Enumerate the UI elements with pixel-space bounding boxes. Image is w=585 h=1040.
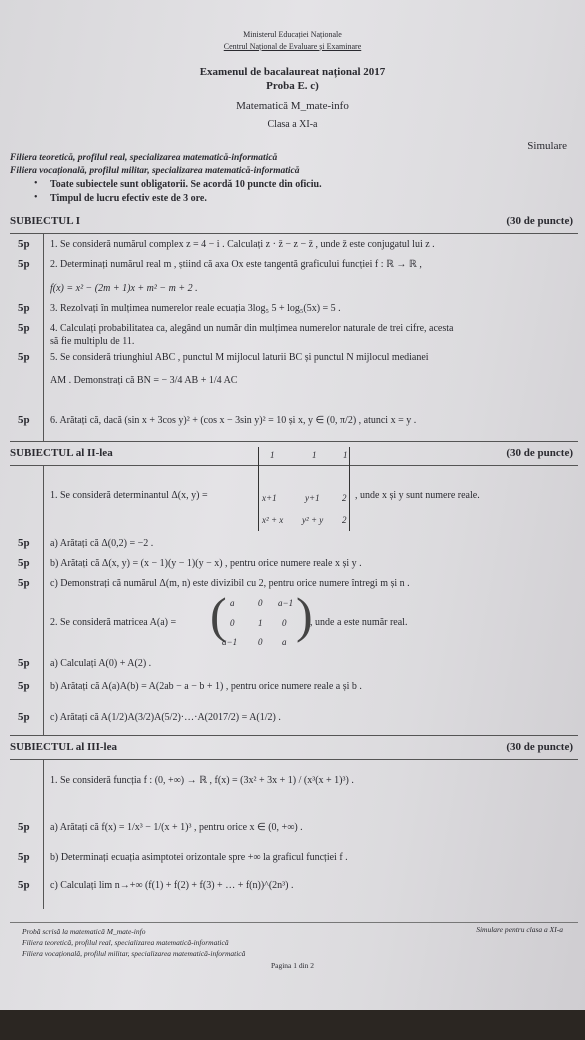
score-label: 5p [18,577,30,589]
page-number: Pagina 1 din 2 [270,961,315,970]
filiera-1: Filiera teoretică, profilul real, specializarea matematică-informatică [10,153,278,163]
instruction-1: Toate subiectele sunt obligatorii. Se acordă 10 puncte din oficiu. [50,179,322,190]
s1-question-1: 1. Se consideră numărul complex z = 4 − i . Calculați z · z̄ − z − z̄ , unde z̄ este conjugatul lui z . [50,239,435,250]
s1-question-5-cont: AM . Demonstrați că BN = − 3/4 AB + 1/4 AC [50,375,238,386]
bullet-icon: • [34,192,38,203]
exam-page: Ministerul Educației Naționale Centrul Național de Evaluare și Examinare Examenul de bacalaureat național 2017 Proba E. c) Matematică M_mate-info Clasa a XI-a Simulare Filiera teoretică, profilul real, specializarea matematică-informatică Filiera vocațională, profilul militar, specializarea matematică-informatică • Toate subiectele sunt obligatorii. Se acordă 10 puncte din oficiu. • Timpul de lucru efectiv este de 3 ore. SUBIECTUL I (30 de puncte) 5p 1. Se consideră numărul complex z = 4 − i . Calculați z · z̄ − z − z̄ , unde z̄ este conjugatul lui z . 5p 2. Determinați numărul real m , știind că axa Ox este tangentă graficului funcției f : ℝ → ℝ , f(x) = x² − (2m + 1)x + m² − m + 2 . 5p 3. Rezolvați în mulțimea numerelor reale ecuația 3log₅ 5 + log₅(5x) = 5 . 5p 4. Calculați probabilitatea ca, alegând un număr din mulțimea numerelor naturale de trei cifre, acesta să fie multiplu de 11. 5p 5. Se consideră triunghiul ABC , punctul M mijlocul laturii BC și punctul N mijlocul medianei AM . Demonstrați că BN = − 3/4 AB + 1/4 AC 5p 6. Arătați că, dacă (sin x + 3cos y)² + (cos x − 3sin y)² = 10 și x, y ∈ (0, π/2) , atunci x = y . SUBIECTUL al II-lea (30 de puncte) 1. Se consideră determinantul Δ(x, y) = 1 1 1 x+1 y+1 2 x² + x y² + y 2 , unde x și y sunt numere reale. 5p a) Arătați că Δ(0,2) = −2 . 5p b) Arătați că Δ(x, y) = (x − 1)(y − 1)(y − x) , pentru orice numere reale x și y . 5p c) Demonstrați că numărul Δ(m, n) este divizibil cu 2, pentru orice numere întregi m și n . 2. Se consideră matricea A(a) = ( ) a 0 a−1 0 1 0 a−1 0 a , unde a este număr real. 5p a) Calculați A(0) + A(2) . 5p b) Arătați că A(a)A(b) = A(2ab − a − b + 1) , pentru orice numere reale a și b . 5p c) Arătați că A(1/2)A(3/2)A(5/2)·…·A(2017/2) = A(1/2) . SUBIECTUL al III-lea (30 de puncte) 1. Se consideră funcția f : (0, +∞) → ℝ , f(x) = (3x² + 3x + 1) / (x³(x + 1)³) . 5p a) Arătați că f(x) = 1/x³ − 1/(x + 1)³ , pentru orice x ∈ (0, +∞) . 5p b) Determinați ecuația asimptotei orizontale spre +∞ la graficul funcției f . 5p c) Calculați lim n→+∞ (f(1) + f(2) + f(3) + … + f(n))^(2n³) . Probă scrisă la matematică M_mate-info Simulare pentru clasa a XI-a Filiera teoretică, profilul real, specializarea matematică-informatică Filiera vocațională, profilul militar, specializarea matematică-informatică Pagina 1 din 2 [0,0,585,1010]
score-label: 5p [18,680,30,692]
s2-1c: c) Demonstrați că numărul Δ(m, n) este divizibil cu 2, pentru orice numere întregi m și n . [50,578,410,589]
s2-question-2-tail: , unde a este număr real. [310,617,408,628]
simulare-label: Simulare [527,140,567,152]
s2-1a: a) Arătați că Δ(0,2) = −2 . [50,538,154,549]
section-1-points: (30 de puncte) [506,215,573,227]
section-2-points: (30 de puncte) [506,447,573,459]
section-1-title: SUBIECTUL I [10,215,81,227]
score-label: 5p [18,414,30,426]
score-label: 5p [18,322,30,334]
s2-2c: c) Arătați că A(1/2)A(3/2)A(5/2)·…·A(2017/2) = A(1/2) . [50,712,281,723]
filiera-2: Filiera vocațională, profilul militar, specializarea matematică-informatică [10,166,300,176]
footer-left-2: Filiera teoretică, profilul real, specializarea matematică-informatică [22,938,229,947]
footer-left-3: Filiera vocațională, profilul militar, specializarea matematică-informatică [22,949,246,958]
score-label: 5p [18,302,30,314]
matrix-left-paren: ( [210,587,227,643]
s2-question-1: 1. Se consideră determinantul Δ(x, y) = [50,490,208,501]
s1-question-5: 5. Se consideră triunghiul ABC , punctul M mijlocul laturii BC și punctul N mijlocul medianei [50,352,429,363]
s1-question-4-cont: să fie multiplu de 11. [50,336,135,347]
s1-question-4: 4. Calculați probabilitatea ca, alegând un număr din mulțimea numerelor naturale de trei cifre, acesta [50,323,454,334]
s1-question-2-formula: f(x) = x² − (2m + 1)x + m² − m + 2 . [50,283,198,294]
exam-title: Examenul de bacalaureat național 2017 [199,66,386,78]
section-3-points: (30 de puncte) [506,741,573,753]
proba-title: Proba E. c) [266,80,319,92]
footer-left-1: Probă scrisă la matematică M_mate-info [22,927,146,936]
score-label: 5p [18,711,30,723]
clasa-title: Clasa a XI-a [267,119,318,130]
matrix-right-paren: ) [296,587,313,643]
footer-right-1: Simulare pentru clasa a XI-a [476,925,563,934]
section-2-title: SUBIECTUL al II-lea [10,447,113,459]
s2-question-1-tail: , unde x și y sunt numere reale. [355,490,480,501]
s3-question-1: 1. Se consideră funcția f : (0, +∞) → ℝ , f(x) = (3x² + 3x + 1) / (x³(x + 1)³) . [50,775,354,786]
score-label: 5p [18,238,30,250]
s1-question-2: 2. Determinați numărul real m , știind că axa Ox este tangentă graficului funcției f : ℝ → ℝ , [50,259,422,270]
s2-1b: b) Arătați că Δ(x, y) = (x − 1)(y − 1)(y − x) , pentru orice numere reale x și y . [50,558,362,569]
center-text: Centrul Național de Evaluare și Examinare [223,42,362,51]
subject-title: Matematică M_mate-info [236,100,349,112]
score-label: 5p [18,851,30,863]
s2-2a: a) Calculați A(0) + A(2) . [50,658,152,669]
score-label: 5p [18,537,30,549]
s2-question-2: 2. Se consideră matricea A(a) = [50,617,177,628]
score-label: 5p [18,657,30,669]
s2-2b: b) Arătați că A(a)A(b) = A(2ab − a − b + 1) , pentru orice numere reale a și b . [50,681,362,692]
ministry-text: Ministerul Educației Naționale [243,30,342,39]
s3-1c: c) Calculați lim n→+∞ (f(1) + f(2) + f(3) + … + f(n))^(2n³) . [50,880,294,891]
score-label: 5p [18,557,30,569]
section-3-title: SUBIECTUL al III-lea [10,741,117,753]
s1-question-3: 3. Rezolvați în mulțimea numerelor reale ecuația 3log₅ 5 + log₅(5x) = 5 . [50,303,341,314]
bullet-icon: • [34,178,38,189]
score-label: 5p [18,879,30,891]
s3-1a: a) Arătați că f(x) = 1/x³ − 1/(x + 1)³ , pentru orice x ∈ (0, +∞) . [50,822,303,833]
instruction-2: Timpul de lucru efectiv este de 3 ore. [50,193,207,204]
score-label: 5p [18,821,30,833]
score-label: 5p [18,351,30,363]
s3-1b: b) Determinați ecuația asimptotei orizontale spre +∞ la graficul funcției f . [50,852,348,863]
score-label: 5p [18,258,30,270]
s1-question-6: 6. Arătați că, dacă (sin x + 3cos y)² + (cos x − 3sin y)² = 10 și x, y ∈ (0, π/2) , atunci x = y . [50,415,417,426]
